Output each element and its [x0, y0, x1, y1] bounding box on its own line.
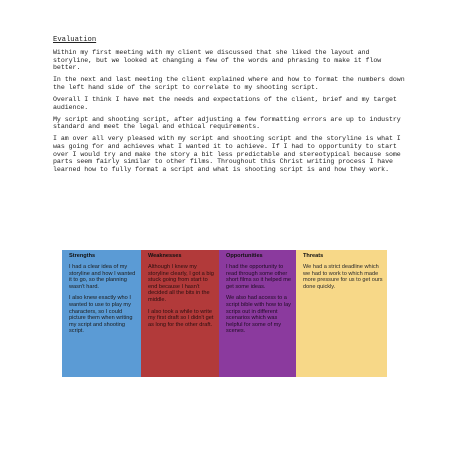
swot-weaknesses-item: Although I knew my storyline clearly, I got a big stuck going from start to end because I hasn't decided all the bits in the middle. — [148, 264, 214, 303]
swot-threats-heading: Threats — [303, 253, 324, 259]
document-title: Evaluation — [53, 36, 97, 44]
swot-opportunities-heading: Opportunities — [226, 253, 263, 259]
swot-weaknesses-item: I also took a while to write my first draft so I didn't get as long for the other draft. — [148, 308, 214, 328]
swot-threats-item: We had a strict deadline which we had to work to which made more pressure for us to get ours done quickly. — [303, 264, 383, 290]
swot-opportunities-item: We also had access to a script bible with how to lay scrips out in different scenarios which was helpful for some of my scenes. — [226, 295, 291, 335]
swot-strengths-column — [62, 250, 141, 377]
document-body — [53, 36, 411, 178]
swot-weaknesses-column — [141, 250, 219, 377]
swot-opportunities-column — [219, 250, 296, 377]
swot-table — [62, 250, 387, 377]
swot-threats-column — [296, 250, 387, 377]
paragraph-reflection: I am over all very pleased with my script and shooting script and the storyline is what I was going for and achieves what I wanted it to achieve. If I had to opportunity to start over I would try and make the story a bit less predictable and stereotypical because some parts seem fairly similar to other films. Throughout this Christ writing process I have learned how to fully format a script and what is shooting script is and how they work. — [53, 135, 401, 173]
swot-strengths-item: I had a clear idea of my storyline and how I wanted it to go, so the planning wasn't hard. — [69, 264, 136, 290]
paragraph-overall: Overall I think I have met the needs and expectations of the client, brief and my target audience. — [53, 95, 397, 111]
paragraph-last-meeting: In the next and last meeting the client explained where and how to format the numbers down the left hand side of the script to correlate to my shooting script. — [53, 76, 405, 91]
swot-opportunities-item: I had the opportunity to read through some other short films so it helped me get some ideas. — [226, 264, 291, 290]
swot-strengths-heading: Strengths — [69, 253, 96, 259]
swot-strengths-item: I also knew exactly who I wanted to use to play my characters, so I could picture them when writing my script and shooting script. — [69, 295, 133, 335]
paragraph-scripts: My script and shooting script, after adjusting a few formatting errors are up to industry standard and meet the legal and ethical requirements. — [53, 115, 401, 131]
paragraph-first-meeting: Within my first meeting with my client we discussed that she liked the layout and storyline, but we looked at changing a few of the words and phrasing to make it flow better. — [53, 49, 382, 72]
swot-weaknesses-heading: Weaknesses — [148, 253, 182, 259]
